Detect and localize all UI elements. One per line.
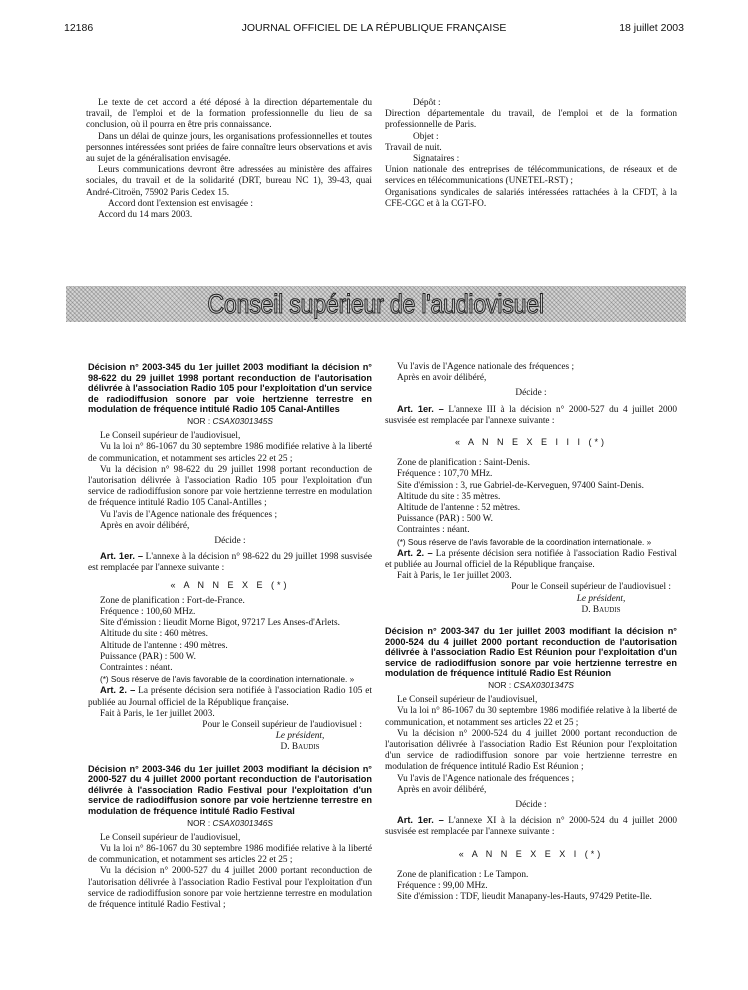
paragraph: Vu l'avis de l'Agence nationale des fréquences ; [397, 773, 575, 784]
page-header [64, 22, 684, 38]
decision-title: Décision n° 2003-345 du 1er juillet 2003 modifiant la décision n° 98-622 du 29 juillet 1998 portant reconduction de l'autorisation délivrée à l'association Radio 105 pour l'exploitation d'un service de radiodiffusion sonore par voie hertzienne terrestre en modulation de fréquence intitulé Radio 105 Canal-Antilles [88, 362, 372, 415]
paragraph: Vu la loi n° 86-1067 du 30 septembre 1986 modifiée relative à la liberté de communication, et notamment ses articles 22 et 25 ; [88, 844, 372, 866]
paragraph: Après en avoir délibéré, [100, 520, 190, 531]
annex-line: Altitude du site : 460 mètres. [100, 629, 208, 640]
paragraph: Le Conseil supérieur de l'audiovisuel, [397, 695, 538, 706]
annex-line: Puissance (PAR) : 500 W. [100, 651, 196, 662]
annex-line: Contraintes : néant. [397, 525, 470, 536]
article: Art. 2. – La présente décision sera notifiée à l'association Radio 105 et publiée au Journal officiel de la République française. [88, 685, 372, 708]
decision-title: Décision n° 2003-346 du 1er juillet 2003 modifiant la décision n° 2000-527 du 4 juillet 2000 portant reconduction de l'autorisation délivrée à l'association Radio Festival pour l'exploitation d'un service de radiodiffusion sonore par voie hertzienne terrestre en modulation de fréquence intitulé Radio Festival [88, 763, 372, 817]
top-right-column [385, 98, 677, 210]
paragraph: Après en avoir délibéré, [397, 784, 487, 795]
paragraph: Direction départementale du travail, de l'emploi et de la formation professionnelle de Paris. [385, 109, 677, 131]
nor-reference: NOR : CSAX0301346S [187, 817, 273, 828]
article: Art. 1er. – L'annexe à la décision n° 98-622 du 29 juillet 1998 susvisée est remplacée par l'annexe suivante : [88, 551, 373, 574]
paragraph: Vu la décision n° 2000-524 du 4 juillet 2000 portant reconduction de l'autorisation délivrée à l'association Radio Est Réunion pour l'exploitation d'un service de radiodiffusion sonore par voie hertzienne terrestre en modulation de fréquence intitulé Radio Est Réunion ; [385, 728, 677, 773]
annex-title: « A N N E X E I I I (*) [454, 437, 608, 448]
signatory: D. Baudis [581, 604, 621, 615]
paragraph: Vu la décision n° 98-622 du 29 juillet 1998 portant reconduction de l'autorisation délivrée à l'association Radio 105 pour l'exploitation d'un service de radiodiffusion sonore par voie hertzienne terrestre en modulation de fréquence intitulé Radio 105 Canal-Antilles ; [88, 464, 372, 509]
section-banner [66, 286, 686, 322]
annex-line: Contraintes : néant. [100, 663, 173, 674]
paragraph: Accord du 14 mars 2003. [98, 210, 193, 221]
paragraph: Leurs communications devront être adressées au ministère des affaires sociales, du travail et de la solidarité (DRT, bureau NC 1), 39-43, quai André-Citroën, 75902 Paris Cedex 15. [86, 165, 372, 198]
paragraph: Vu la décision n° 2000-527 du 4 juillet 2000 portant reconduction de l'autorisation délivrée à l'association Radio Festival pour l'exploitation d'un service de radiodiffusion sonore par voie hertzienne terrestre en modulation de fréquence intitulé Radio Festival ; [88, 866, 372, 911]
annex-line: Site d'émission : 3, rue Gabriel-de-Kerveguen, 97400 Saint-Denis. [397, 480, 644, 491]
annex-line: Altitude de l'antenne : 52 mètres. [397, 503, 521, 514]
paragraph: Le Conseil supérieur de l'audiovisuel, [100, 431, 241, 442]
paragraph: Travail de nuit. [385, 142, 442, 153]
place-date: Fait à Paris, le 1er juillet 2003. [397, 571, 512, 582]
paragraph: Vu la loi n° 86-1067 du 30 septembre 1986 modifiée relative à la liberté de communication, et notamment ses articles 22 et 25 ; [88, 442, 372, 464]
annex-line: Altitude du site : 35 mètres. [397, 491, 501, 502]
label: Objet : [413, 131, 439, 142]
right-column [385, 362, 677, 903]
decide-label: Décide : [515, 388, 547, 399]
paragraph: Vu la loi n° 86-1067 du 30 septembre 1986 modifiée relative à la liberté de communication, et notamment ses articles 22 et 25 ; [385, 706, 677, 728]
annex-line: Altitude de l'antenne : 490 mètres. [100, 640, 228, 651]
article: Art. 1er. – L'annexe III à la décision n° 2000-527 du 4 juillet 2000 susvisée est remplacée par l'annexe suivante : [385, 403, 677, 426]
place-date: Fait à Paris, le 1er juillet 2003. [100, 708, 215, 719]
top-left-column [86, 98, 372, 221]
decide-label: Décide : [214, 536, 246, 546]
article: Art. 1er. – L'annexe XI à la décision n° 2000-524 du 4 juillet 2000 susvisée est remplacée par l'annexe suivante : [385, 815, 677, 838]
signature-line: Pour le Conseil supérieur de l'audiovisuel : [202, 720, 362, 731]
annex-line: Zone de planification : Le Tampon. [397, 869, 529, 880]
paragraph: Dans un délai de quinze jours, les organisations professionnelles et toutes personnes intéressées sont priées de faire connaître leurs observations et avis au sujet de la généralisation envisagée. [86, 131, 372, 165]
nor-reference: NOR : CSAX0301347S [488, 680, 574, 691]
paragraph: Après en avoir délibéré, [397, 373, 487, 384]
paragraph: Le Conseil supérieur de l'audiovisuel, [100, 832, 241, 843]
annex-line: Zone de planification : Fort-de-France. [100, 595, 245, 606]
label: Signataires : [413, 154, 460, 165]
signature-title: Le président, [576, 593, 626, 604]
signatory: D. Baudis [280, 742, 320, 753]
article: Art. 2. – La présente décision sera notifiée à l'association Radio Festival et publiée au Journal officiel de la République française. [385, 547, 678, 571]
journal-title: JOURNAL OFFICIEL DE LA RÉPUBLIQUE FRANÇAISE [241, 22, 507, 34]
issue-date: 18 juillet 2003 [619, 22, 684, 34]
nor-reference: NOR : CSAX0301345S [187, 415, 273, 426]
left-column [88, 362, 372, 911]
annex-note: (*) Sous réserve de l'avis favorable de la coordination internationale. » [397, 537, 652, 547]
banner-title: Conseil supérieur de l'audiovisuel [207, 288, 545, 319]
annex-title: « A N N E X E X I (*) [458, 848, 604, 859]
annex-line: Site d'émission : lieudit Morne Bigot, 97217 Les Anses-d'Arlets. [100, 618, 340, 629]
paragraph: Organisations syndicales de salariés intéressées rattachées à la CFDT, à la CFE-CGC et à la CGT-FO. [385, 187, 677, 209]
annex-line: Fréquence : 100,60 MHz. [100, 607, 196, 618]
paragraph: Accord dont l'extension est envisagée : [108, 198, 253, 209]
annex-note: (*) Sous réserve de l'avis favorable de la coordination internationale. » [100, 675, 355, 685]
decision-title: Décision n° 2003-347 du 1er juillet 2003 modifiant la décision n° 2000-524 du 4 juillet 2000 portant reconduction de l'autorisation délivrée à l'association Radio Est Réunion pour l'exploitation d'un service de radiodiffusion sonore par voie hertzienne terrestre en modulation de fréquence intitulé Radio Est Réunion [385, 626, 677, 679]
signature-line: Pour le Conseil supérieur de l'audiovisuel : [511, 582, 671, 593]
paragraph: Union nationale des entreprises de télécommunications, de réseaux et de services en télécommunications (UNETEL-RST) ; [385, 165, 677, 187]
paragraph: Vu l'avis de l'Agence nationale des fréquences ; [100, 509, 278, 520]
annex-line: Fréquence : 99,00 MHz. [397, 881, 488, 892]
annex-line: Fréquence : 107,70 MHz. [397, 469, 493, 480]
annex-line: Puissance (PAR) : 500 W. [397, 514, 493, 525]
page-number: 12186 [64, 22, 94, 34]
paragraph: Le texte de cet accord a été déposé à la direction départementale du travail, de l'emploi et de la formation professionnelle du lieu de sa conclusion, où il pourra en être pris connaissance. [86, 98, 372, 131]
annex-title: « A N N E X E (*) [170, 579, 290, 590]
annex-line: Site d'émission : TDF, lieudit Manapany-les-Hauts, 97429 Petite-Ile. [397, 892, 652, 903]
label: Dépôt : [413, 98, 441, 108]
signature-title: Le président, [275, 731, 325, 742]
annex-line: Zone de planification : Saint-Denis. [397, 458, 530, 469]
paragraph: Vu l'avis de l'Agence nationale des fréquences ; [397, 362, 575, 372]
decide-label: Décide : [515, 800, 547, 811]
